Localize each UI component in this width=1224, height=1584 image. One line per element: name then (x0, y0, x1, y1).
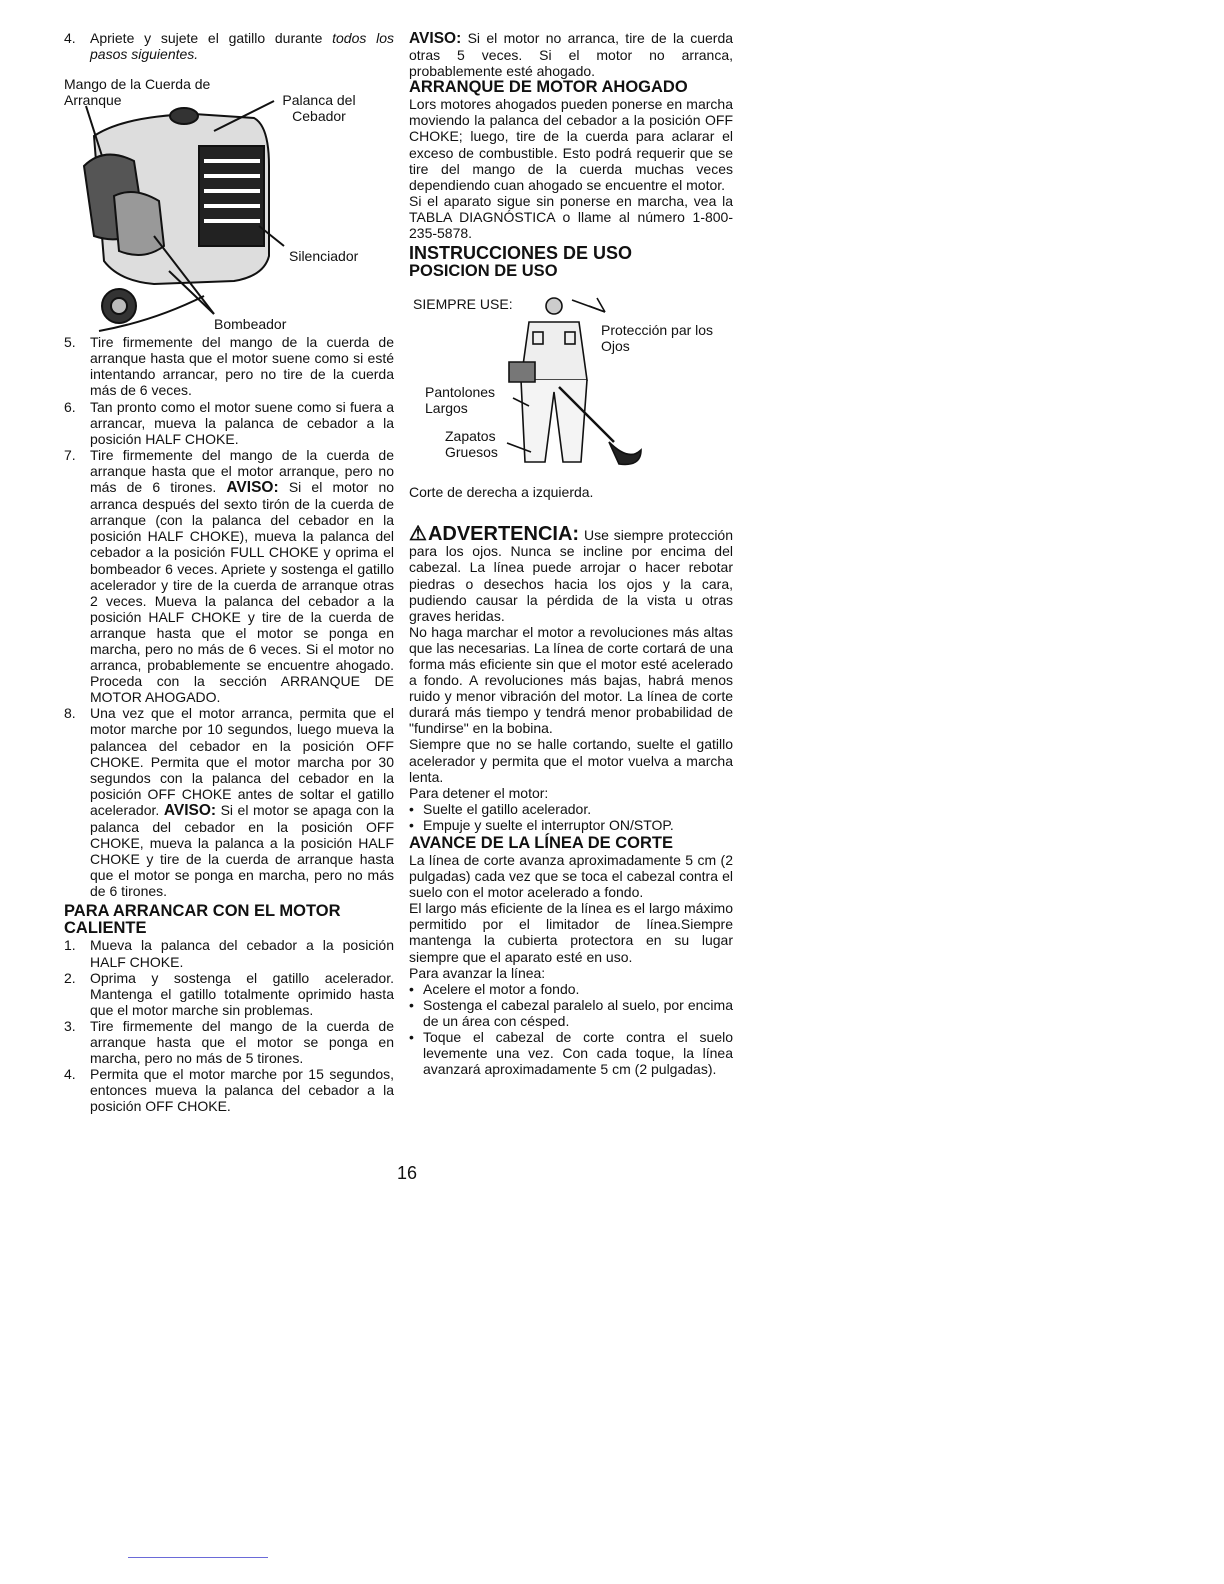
aviso-keyword: AVISO: (226, 479, 279, 497)
flooded-heading: ARRANQUE DE MOTOR AHOGADO (409, 78, 688, 97)
step-text: Tire firmemente del mango de la cuerda de arranque hasta que el motor arranque, pero no más de 6 tirones. (90, 446, 394, 496)
warm-step-4 (64, 1066, 394, 1114)
choke-lever-label: Palanca del Cebador (282, 92, 356, 125)
step-text: Oprima y sostenga el gatillo acelerador. Mantenga el gatillo totalmente oprimido hasta que el motor marche sin problemas. (90, 969, 394, 1018)
step-text: Tan pronto como el motor suene como si fuera a arrancar, mueva la palanca de cebador a la posición HALF CHOKE. (90, 398, 394, 447)
warm-start-heading: PARA ARRANCAR CON EL MOTOR CALIENTE (64, 902, 341, 938)
step-number: 3. (64, 1017, 76, 1034)
stop-bullet: • Empuje y suelte el interruptor ON/STOP. (409, 816, 674, 833)
step-number: 4. (64, 30, 76, 46)
step-number: 4. (64, 1066, 76, 1083)
step-8 (64, 705, 394, 899)
flooded-paragraph-1: Lors motores ahogados pueden ponerse en marcha moviendo la palanca del cebador a la posición OFF CHOKE; luego, tire de la cuerda para aclarar el exceso de combustible. Esto podrá requerir que se tire del mango de la cuerda muchas veces dependiendo cuan ahogado se encuentre el motor. (409, 96, 733, 193)
aviso-keyword: AVISO: (409, 30, 462, 47)
idle-paragraph: Siempre que no se halle cortando, suelte el gatillo acelerador y permita que el motor vuelva a marcha lenta. (409, 736, 733, 785)
operator-illustration (409, 292, 733, 482)
page-number: 16 (397, 1163, 418, 1183)
instructions-heading: INSTRUCCIONES DE USO (409, 243, 633, 264)
advance-bullet: • Acelere el motor a fondo. (409, 980, 580, 997)
heavy-shoes-label: Zapatos Gruesos (445, 428, 498, 461)
warm-step-1 (64, 937, 394, 969)
warm-step-2 (64, 970, 394, 1018)
warning-block (409, 523, 734, 624)
operator-figure (409, 292, 733, 482)
rope-handle-label: Mango de la Cuerda de Arranque (64, 76, 211, 109)
bullet-text: Acelere el motor a fondo. (423, 980, 580, 997)
step-5 (64, 334, 394, 398)
warning-title: ADVERTENCIA: (427, 523, 580, 546)
long-pants-label: Pantolones Largos (425, 384, 496, 417)
step-text: Permita que el motor marche por 15 segundos, entonces mueva la palanca del cebador a la posición OFF CHOKE. (90, 1066, 394, 1115)
step-text: Una vez que el motor arranca, permita que el motor marche por 10 segundos, luego mueva la palancea del cebador en la posición OFF CHOKE. Permita que el motor marcha por 30 segundos con la palanca del cebador en la posición OFF CHOKE antes de soltar el gatillo acelerador. (90, 705, 394, 818)
step-number: 1. (64, 937, 76, 954)
advance-paragraph-3: Para avanzar la línea: (409, 964, 546, 981)
step-4 (64, 30, 394, 62)
position-heading: POSICION DE USO (409, 262, 558, 281)
rpm-paragraph: No haga marchar el motor a revoluciones más altas que las necesarias. La línea de corte cortará de una forma más eficiente sin que el motor esté acelerado a fondo. A revoluciones más bajas, habrá menos ruido y menor vibración del motor. La línea de corte durará más tiempo y tendrá menor probabilidad de "fundirse" en la bobina. (409, 623, 733, 737)
aviso-paragraph (409, 30, 733, 79)
right-column (409, 30, 733, 1077)
warm-step-3 (64, 1018, 394, 1066)
always-use-label: SIEMPRE USE: (413, 296, 513, 313)
bullet-text: Toque el cabezal de corte contra el suelo levemente una vez. Con cada toque, la línea avanzará aproximadamente 5 cm (2 pulgadas). (423, 1029, 733, 1078)
step-text: Tire firmemente del mango de la cuerda de arranque hasta que el motor se ponga en marcha, pero no más de 5 tirones. (90, 1017, 394, 1067)
engine-figure (64, 76, 394, 334)
eye-protection-label: Protección par los Ojos (601, 322, 714, 355)
warning-text: Use siempre protección para los ojos. Nunca se incline por encima del cabezal. La línea puede arrojar o hacer rebotar piedras o desechos hacia los ojos y la cara, pudiendo causar la pérdida de la vista u otras graves heridas. (409, 527, 734, 624)
flooded-paragraph-2: Si el aparato sigue sin ponerse en marcha, vea la TABLA DIAGNÓSTICA o llame al número 1-800-235-5878. (409, 192, 733, 242)
advance-paragraph-1: La línea de corte avanza aproximadamente 5 cm (2 pulgadas) cada vez que se toca el cabezal contra el suelo con el motor acelerado a fondo. (409, 852, 733, 901)
stop-paragraph: Para detener el motor: (409, 784, 549, 801)
advance-bullet: • Toque el cabezal de corte contra el suelo levemente una vez. Con cada toque, la línea avanzará aproximadamente 5 cm (2 pulgadas). (409, 1029, 733, 1078)
step-number: 8. (64, 705, 76, 722)
step-text-continued: Si el motor no arranca después del sexto tirón de la cuerda de arranque (con la palanca del cebador en la posición HALF CHOKE), mueva la palanca del cebador a la posición FULL CHOKE y oprima el bombeador 6 veces. Apriete y sostenga el gatillo acelerador y tire de la cuerda de arranque otras 2 veces. Mueva la palanca del cebador a la posición HALF CHOKE y tire de la cuerda de arranque hasta que el motor se ponga en marcha, pero no más de 6 veces. Si el motor no arranca, probablemente se encuentre ahogado. Proceda con la sección ARRANQUE DE MOTOR AHOGADO. (90, 479, 395, 706)
engine-illustration (64, 76, 394, 334)
stop-bullet: • Suelte el gatillo acelerador. (409, 800, 592, 817)
step-6 (64, 399, 394, 447)
bullet-text: Sostenga el cabezal paralelo al suelo, por encima de un área con césped. (423, 996, 733, 1029)
step-text-continued: Si el motor se apaga con la palanca del cebador en la posición OFF CHOKE, mueva la palanca a la posición HALF CHOKE y tire de la cuerda de arranque hasta que el motor se ponga en marcha, pero no más de 6 tirones. (90, 801, 395, 900)
step-italic-text: todos los pasos siguientes. (90, 30, 395, 63)
bullet-text: Suelte el gatillo acelerador. (423, 800, 592, 817)
step-number: 2. (64, 969, 76, 986)
footer-rule (128, 1557, 268, 1558)
step-number: 6. (64, 398, 76, 415)
line-advance-heading: AVANCE DE LA LÍNEA DE CORTE (409, 834, 674, 852)
left-column (64, 30, 394, 1115)
aviso-text: Si el motor no arranca, tire de la cuerda otras 5 veces. Si el motor no arranca, probablemente esté ahogado. (409, 30, 734, 80)
step-7 (64, 447, 394, 706)
bullet-text: Empuje y suelte el interruptor ON/STOP. (423, 816, 674, 833)
advance-bullet: • Sostenga el cabezal paralelo al suelo, por encima de un área con césped. (409, 996, 733, 1029)
step-text: Mueva la palanca del cebador a la posición HALF CHOKE. (90, 937, 394, 970)
step-text: Apriete y sujete el gatillo durante (90, 30, 323, 46)
warning-icon: ⚠ (409, 523, 428, 546)
cut-direction-caption: Corte de derecha a izquierda. (409, 484, 594, 501)
step-number: 7. (64, 446, 76, 463)
step-number: 5. (64, 334, 76, 351)
muffler-label: Silenciador (289, 248, 359, 265)
primer-label: Bombeador (214, 316, 287, 333)
step-text: Tire firmemente del mango de la cuerda de arranque hasta que el motor suene como si esté intentando arrancar, pero no tire de la cuerda más de 6 veces. (90, 334, 394, 399)
aviso-keyword: AVISO: (163, 801, 217, 819)
advance-paragraph-2: El largo más eficiente de la línea es el largo máximo permitido por el limitador de línea.Siempre mantenga la cubierta protectora en su lugar siempre que el aparato esté en uso. (409, 900, 733, 965)
